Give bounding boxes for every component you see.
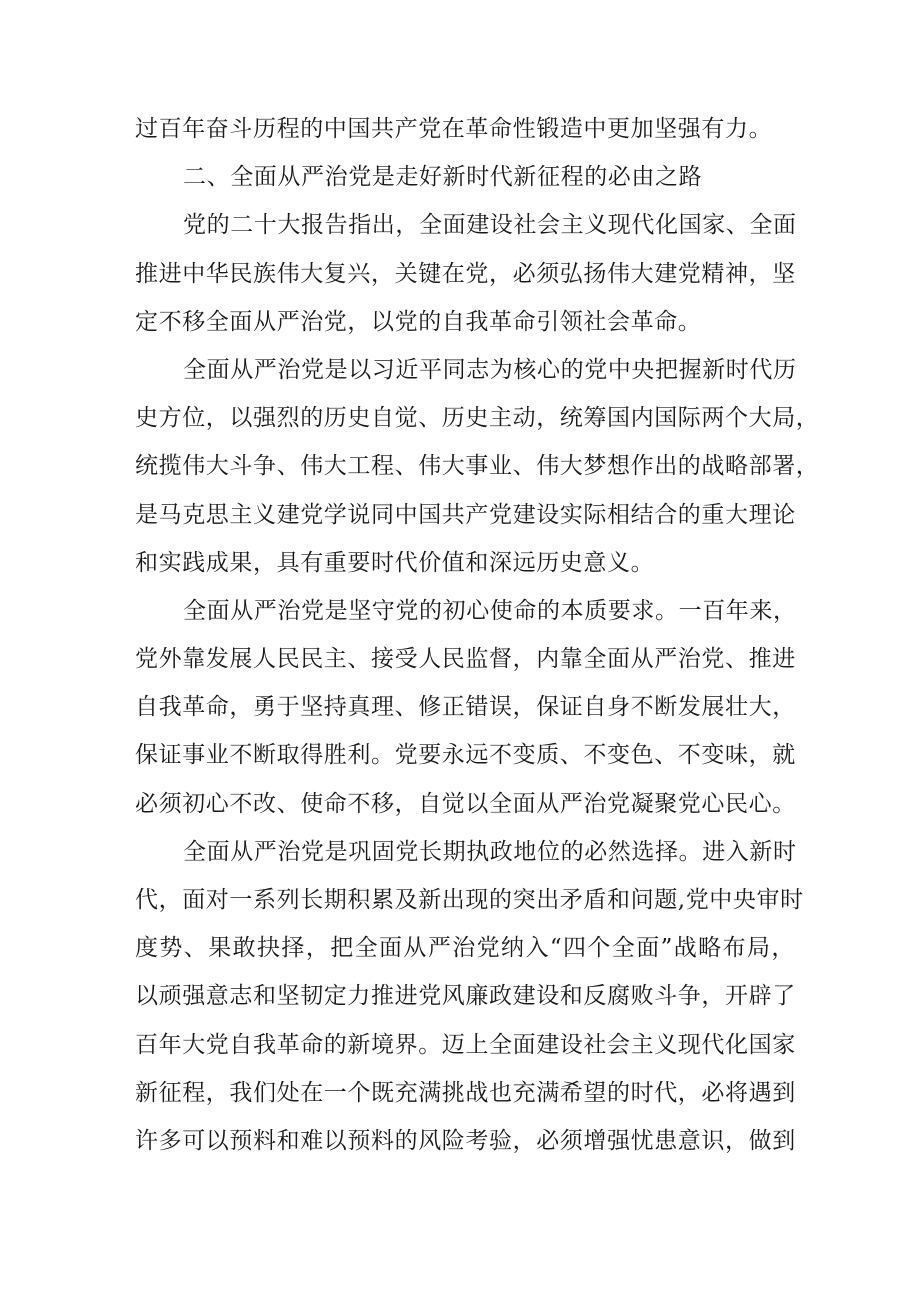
paragraph-line: 统揽伟大斗争、伟大工程、伟大事业、伟大梦想作出的战略部署， xyxy=(135,453,820,480)
paragraph-line: 必须初心不改、使命不移，自觉以全面从严治党凝聚党心民心。 xyxy=(135,790,796,817)
paragraph-line: 以顽强意志和坚韧定力推进党风廉政建设和反腐败斗争，开辟了 xyxy=(135,983,796,1010)
paragraph-line: 新征程，我们处在一个既充满挑战也充满希望的时代，必将遇到 xyxy=(135,1079,796,1106)
paragraph-line: 过百年奋斗历程的中国共产党在革命性锻造中更加坚强有力。 xyxy=(135,116,773,142)
paragraph-line: 自我革命，勇于坚持真理、修正错误，保证自身不断发展壮大， xyxy=(135,694,796,721)
section-heading: 二、全面从严治党是走好新时代新征程的必由之路 xyxy=(183,164,703,191)
paragraph-line: 是马克思主义建党学说同中国共产党建设实际相结合的重大理论 xyxy=(135,501,796,528)
paragraph-line: 党外靠发展人民民主、接受人民监督，内靠全面从严治党、推进 xyxy=(135,646,796,673)
paragraph-line: 和实践成果，具有重要时代价值和深远历史意义。 xyxy=(135,549,655,576)
paragraph-line: 代，面对一系列长期积累及新出现的突出矛盾和问题,党中央审时 xyxy=(135,887,804,913)
paragraph-line: 百年大党自我革命的新境界。迈上全面建设社会主义现代化国家 xyxy=(135,1031,796,1058)
paragraph-line: 保证事业不断取得胜利。党要永远不变质、不变色、不变味，就 xyxy=(135,742,796,769)
paragraph-line: 全面从严治党是坚守党的初心使命的本质要求。一百年来， xyxy=(183,597,797,624)
paragraph-line: 史方位，以强烈的历史自觉、历史主动，统筹国内国际两个大局， xyxy=(135,405,820,432)
document-body xyxy=(135,105,820,1165)
paragraph-line: 全面从严治党是以习近平同志为核心的党中央把握新时代历 xyxy=(183,356,797,383)
paragraph-line: 党的二十大报告指出，全面建设社会主义现代化国家、全面 xyxy=(183,212,797,239)
paragraph-line: 全面从严治党是巩固党长期执政地位的必然选择。进入新时 xyxy=(183,838,797,865)
paragraph-line: 定不移全面从严治党，以党的自我革命引领社会革命。 xyxy=(135,308,702,335)
paragraph-line: 许多可以预料和难以预料的风险考验，必须增强忧患意识，做到 xyxy=(135,1127,796,1154)
paragraph-line: 推进中华民族伟大复兴，关键在党，必须弘扬伟大建党精神，坚 xyxy=(135,260,796,287)
paragraph-line: 度势、果敢抉择，把全面从严治党纳入“四个全面”战略布局， xyxy=(135,935,795,962)
